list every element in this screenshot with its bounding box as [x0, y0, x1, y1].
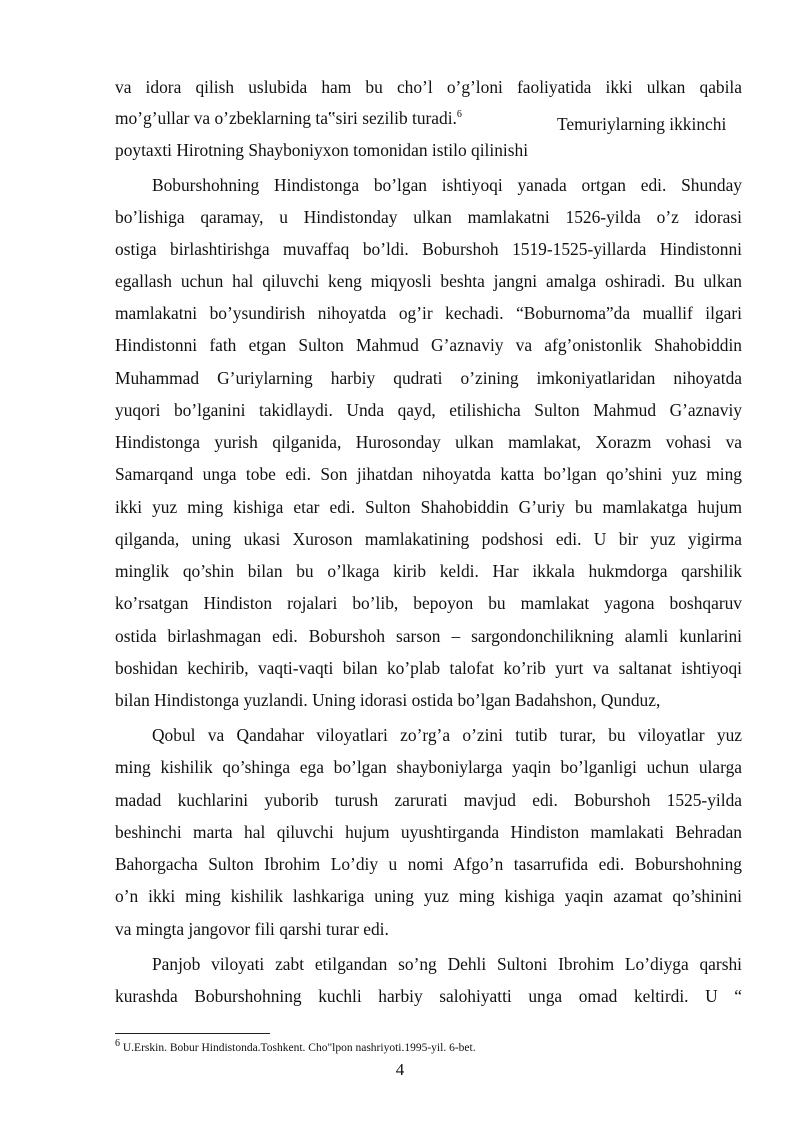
- footnote-reference: 6: [456, 109, 462, 121]
- text-line: egallash uchun hal qiluvchi keng miqyosli beshta jangni amalga oshiradi. Bu ulkan: [115, 271, 742, 291]
- text-line: ostida birlashmagan edi. Boburshoh sarson – sargondonchilikning alamli kunlarini: [115, 626, 742, 646]
- text-line: bilan Hindistonga yuzlandi. Uning idorasi ostida bo’lgan Badahshon, Qunduz,: [115, 690, 661, 710]
- text-line: ikki yuz ming kishiga etar edi. Sulton Shahobiddin G’uriy bu mamlakatga hujum: [115, 497, 742, 517]
- text-line: boshidan kechirib, vaqti-vaqti bilan ko’plab talofat ko’rib yurt va saltanat ishtiyoqi: [115, 658, 742, 678]
- text-line: ostiga birlashtirishga muvaffaq bo’ldi. Boburshoh 1519-1525-yillarda Hindistonni: [115, 239, 742, 259]
- text-line: Hindistonni fath etgan Sulton Mahmud G’aznaviy va afg’onistonlik Shahobiddin: [115, 335, 742, 355]
- text-line: Hindistonga yurish qilganida, Hurosonday ulkan mamlakat, Xorazm vohasi va: [115, 432, 742, 452]
- text-line: Samarqand unga tobe edi. Son jihatdan nihoyatda katta bo’lgan qo’shini yuz ming: [115, 464, 742, 484]
- footnote-marker: 6: [115, 1038, 120, 1050]
- page-number: 4: [395, 1060, 405, 1079]
- text-line: qilganda, uning ukasi Xuroson mamlakatining podshosi edi. U bir yuz yigirma: [115, 529, 742, 549]
- text-line: Boburshohning Hindistonga bo’lgan ishtiyoqi yanada ortgan edi. Shunday: [152, 175, 742, 195]
- text-line: beshinchi marta hal qiluvchi hujum uyushtirganda Hindiston mamlakati Behradan: [115, 822, 742, 842]
- footnote: [115, 1038, 476, 1055]
- text-line: Panjob viloyati zabt etilgandan so’ng Dehli Sultoni Ibrohim Lo’diyga qarshi: [152, 954, 742, 974]
- text-line: va mingta jangovor fili qarshi turar edi.: [115, 919, 389, 939]
- text-line: o’n ikki ming kishilik lashkariga uning yuz ming kishiga yaqin azamat qo’shinini: [115, 886, 742, 906]
- text-line: ming kishilik qo’shinga ega bo’lgan shayboniylarga yaqin bo’lganligi uchun ularga: [115, 757, 742, 777]
- text-line: ko’rsatgan Hindiston rojalari bo’lib, bepoyon bu mamlakat yagona boshqaruv: [115, 593, 742, 613]
- text-line: kurashda Boburshohning kuchli harbiy salohiyatti unga omad keltirdi. U “: [115, 986, 742, 1006]
- footnote-text: U.Erskin. Bobur Hindistonda.Toshkent. Cho"lpon nashriyoti.1995-yil. 6-bet.: [120, 1042, 476, 1054]
- text-line: madad kuchlarini yuborib turush zarurati mavjud edi. Boburshoh 1525-yilda: [115, 790, 742, 810]
- text-line: yuqori bo’lganini takidlaydi. Unda qayd, etilishicha Sulton Mahmud G’aznaviy: [115, 400, 742, 420]
- text-line-content: mo’g’ullar va o’zbeklarning ta‟siri sezilib turadi.: [115, 108, 457, 128]
- text-line: mamlakatni bo’ysundirish nihoyatda og’ir kechadi. “Boburnoma”da muallif ilgari: [115, 303, 742, 323]
- text-line: Qobul va Qandahar viloyatlari zo’rg’a o’zini tutib turar, bu viloyatlar yuz: [152, 725, 742, 745]
- text-line: poytaxti Hirotning Shayboniyxon tomonidan istilo qilinishi: [115, 140, 529, 160]
- footnote-separator: [115, 1033, 270, 1034]
- text-line: Bahorgacha Sulton Ibrohim Lo’diy u nomi Afgo’n tasarrufida edi. Boburshohning: [115, 854, 742, 874]
- section-heading-inline: Temuriylarning ikkinchi: [557, 114, 727, 134]
- text-line: minglik qo’shin bilan bu o’lkaga kirib keldi. Har ikkala hukmdorga qarshilik: [115, 561, 742, 581]
- text-line: Muhammad G’uriylarning harbiy qudrati o’zining imkoniyatlaridan nihoyatda: [115, 368, 742, 388]
- text-line: va idora qilish uslubida ham bu cho’l o’g’loni faoliyatida ikki ulkan qabila: [115, 77, 742, 97]
- text-line: bo’lishiga qaramay, u Hindistonday ulkan mamlakatni 1526-yilda o’z idorasi: [115, 207, 742, 227]
- text-line: [115, 108, 505, 128]
